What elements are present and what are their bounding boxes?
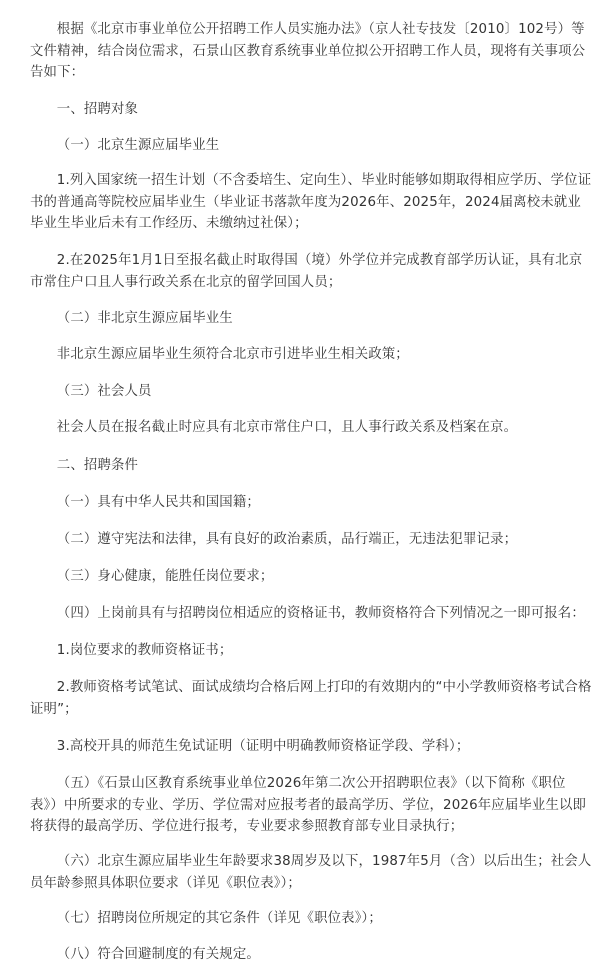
body-paragraph: 非北京生源应届毕业生须符合北京市引进毕业生相关政策； bbox=[56, 347, 409, 363]
item-paragraph: 2.教师资格考试笔试、面试成绩均合格后网上打印的有效期内的“中小学教师资格考试合格证明”； bbox=[30, 680, 592, 717]
item-paragraph: 1.岗位要求的教师资格证书； bbox=[56, 643, 233, 659]
condition-item: （四）上岗前具有与招聘岗位相适应的资格证书，教师资格符合下列情况之一即可报名： bbox=[56, 606, 585, 622]
section-heading-recruitment-conditions: 二、招聘条件 bbox=[56, 458, 139, 474]
item-paragraph: 1.列入国家统一招生计划（不含委培生、定向生）、毕业时能够如期取得相应学历、学位证书的普通高等院校应届毕业生（毕业证书落款年度为2026年、2025年，2024届离校未就业毕业生毕业后未有工作经历、未缴纳过社保）； bbox=[30, 173, 592, 232]
condition-item: （七）招聘岗位所规定的其它条件（详见《职位表》）； bbox=[56, 911, 382, 927]
section-heading-recruitment-targets: 一、招聘对象 bbox=[56, 102, 139, 118]
condition-item: （六）北京生源应届毕业生年龄要求38周岁及以下，1987年5月（含）以后出生；社会人员年龄参照具体职位要求（详见《职位表》）； bbox=[30, 854, 592, 891]
condition-item: （三）身心健康，能胜任岗位要求； bbox=[56, 569, 274, 585]
body-paragraph: 社会人员在报名截止时应具有北京市常住户口，且人事行政关系及档案在京。 bbox=[56, 420, 518, 436]
condition-item: （二）遵守宪法和法律，具有良好的政治素质，品行端正，无违法犯罪记录； bbox=[56, 532, 518, 548]
condition-item: （八）符合回避制度的有关规定。 bbox=[56, 947, 260, 963]
intro-paragraph: 根据《北京市事业单位公开招聘工作人员实施办法》（京人社专技发〔2010〕102号）等文件精神，结合岗位需求，石景山区教育系统事业单位拟公开招聘工作人员，现将有关事项公告如下： bbox=[30, 22, 586, 81]
subheading-non-beijing-graduates: （二）非北京生源应届毕业生 bbox=[56, 311, 233, 327]
item-paragraph: 3.高校开具的师范生免试证明（证明中明确教师资格证学段、学科）； bbox=[56, 739, 470, 755]
item-paragraph: 2.在2025年1月1日至报名截止时取得国（境）外学位并完成教育部学历认证，具有北京市常住户口且人事行政关系在北京的留学回国人员； bbox=[30, 253, 583, 290]
condition-item: （五）《石景山区教育系统事业单位2026年第二次公开招聘职位表》（以下简称《职位表》）中所要求的专业、学历、学位需对应报考者的最高学历、学位，2026年应届毕业生以即将获得的最高学历、学位进行报考，专业要求参照教育部专业目录执行； bbox=[30, 776, 587, 835]
subheading-beijing-graduates: （一）北京生源应届毕业生 bbox=[56, 138, 220, 154]
condition-item: （一）具有中华人民共和国国籍； bbox=[56, 495, 260, 511]
subheading-social-applicants: （三）社会人员 bbox=[56, 384, 152, 400]
